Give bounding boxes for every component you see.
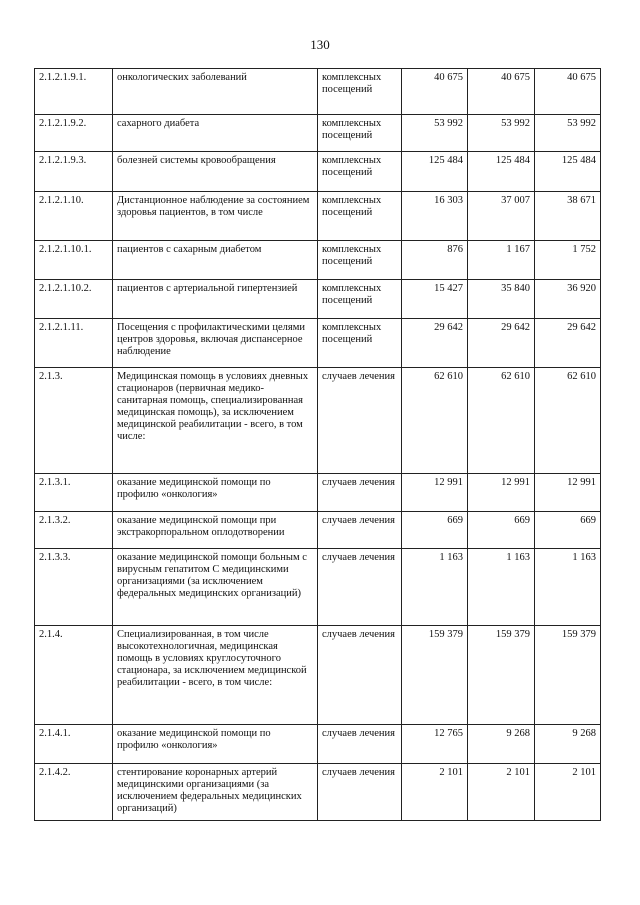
row-value-3: 40 675 <box>535 69 601 115</box>
row-value-3: 29 642 <box>535 319 601 368</box>
table-row <box>35 549 601 626</box>
row-value-2: 12 991 <box>468 474 535 512</box>
row-code: 2.1.2.1.10. <box>35 192 113 241</box>
row-value-2: 669 <box>468 512 535 549</box>
row-value-1: 62 610 <box>402 368 468 474</box>
row-unit: комплексных посещений <box>318 241 402 280</box>
row-code: 2.1.4. <box>35 626 113 725</box>
row-value-1: 2 101 <box>402 764 468 821</box>
row-code: 2.1.2.1.10.1. <box>35 241 113 280</box>
row-unit: комплексных посещений <box>318 115 402 152</box>
row-value-1: 12 765 <box>402 725 468 764</box>
row-code: 2.1.4.1. <box>35 725 113 764</box>
table-row <box>35 764 601 821</box>
row-value-1: 15 427 <box>402 280 468 319</box>
row-value-1: 1 163 <box>402 549 468 626</box>
row-code: 2.1.3. <box>35 368 113 474</box>
row-value-2: 159 379 <box>468 626 535 725</box>
row-value-3: 669 <box>535 512 601 549</box>
row-value-3: 125 484 <box>535 152 601 192</box>
table-row <box>35 241 601 280</box>
row-description: пациентов с артериальной гипертензией <box>113 280 318 319</box>
row-value-2: 37 007 <box>468 192 535 241</box>
row-unit: комплексных посещений <box>318 69 402 115</box>
table-row <box>35 152 601 192</box>
row-description: болезней системы кровообращения <box>113 152 318 192</box>
row-value-2: 62 610 <box>468 368 535 474</box>
row-code: 2.1.3.2. <box>35 512 113 549</box>
row-description: оказание медицинской помощи по профилю «онкология» <box>113 725 318 764</box>
table-row <box>35 280 601 319</box>
row-value-3: 2 101 <box>535 764 601 821</box>
row-value-1: 12 991 <box>402 474 468 512</box>
row-code: 2.1.4.2. <box>35 764 113 821</box>
row-unit: случаев лечения <box>318 512 402 549</box>
plan-table <box>34 68 601 821</box>
row-unit: комплексных посещений <box>318 192 402 241</box>
row-description: оказание медицинской помощи больным с вирусным гепатитом С медицинскими организациями (за исключением федеральных медицинских организаций) <box>113 549 318 626</box>
row-unit: случаев лечения <box>318 725 402 764</box>
row-value-1: 669 <box>402 512 468 549</box>
row-unit: комплексных посещений <box>318 280 402 319</box>
row-unit: случаев лечения <box>318 368 402 474</box>
row-description: Дистанционное наблюдение за состоянием здоровья пациентов, в том числе <box>113 192 318 241</box>
page-number: 130 <box>310 37 330 52</box>
table-row <box>35 192 601 241</box>
row-value-2: 1 167 <box>468 241 535 280</box>
row-code: 2.1.3.1. <box>35 474 113 512</box>
row-description: пациентов с сахарным диабетом <box>113 241 318 280</box>
table-row <box>35 474 601 512</box>
table-row <box>35 368 601 474</box>
row-value-1: 16 303 <box>402 192 468 241</box>
row-description: сахарного диабета <box>113 115 318 152</box>
row-value-1: 29 642 <box>402 319 468 368</box>
row-unit: комплексных посещений <box>318 319 402 368</box>
row-value-2: 53 992 <box>468 115 535 152</box>
row-value-1: 53 992 <box>402 115 468 152</box>
row-value-2: 2 101 <box>468 764 535 821</box>
row-description: Медицинская помощь в условиях дневных стационаров (первичная медико-санитарная помощь, специализированная медицинская помощь), за исключением медицинской реабилитации - всего, в том числе: <box>113 368 318 474</box>
row-value-1: 125 484 <box>402 152 468 192</box>
table-row <box>35 725 601 764</box>
row-description: оказание медицинской помощи по профилю «онкология» <box>113 474 318 512</box>
row-description: оказание медицинской помощи при экстракорпоральном оплодотворении <box>113 512 318 549</box>
row-value-3: 159 379 <box>535 626 601 725</box>
table-row <box>35 512 601 549</box>
row-value-2: 1 163 <box>468 549 535 626</box>
row-unit: случаев лечения <box>318 474 402 512</box>
row-value-3: 53 992 <box>535 115 601 152</box>
row-value-3: 1 752 <box>535 241 601 280</box>
row-description: онкологических заболеваний <box>113 69 318 115</box>
table-row <box>35 115 601 152</box>
row-description: Специализированная, в том числе высокотехнологичная, медицинская помощь в условиях круглосуточного стационара, за исключением медицинской реабилитации - всего, в том числе: <box>113 626 318 725</box>
row-value-1: 159 379 <box>402 626 468 725</box>
row-value-2: 35 840 <box>468 280 535 319</box>
row-description: стентирование коронарных артерий медицинскими организациями (за исключением федеральных медицинских организаций) <box>113 764 318 821</box>
row-value-1: 40 675 <box>402 69 468 115</box>
row-value-3: 12 991 <box>535 474 601 512</box>
row-description: Посещения с профилактическими целями центров здоровья, включая диспансерное наблюдение <box>113 319 318 368</box>
row-value-2: 125 484 <box>468 152 535 192</box>
row-value-3: 62 610 <box>535 368 601 474</box>
row-code: 2.1.3.3. <box>35 549 113 626</box>
row-value-2: 40 675 <box>468 69 535 115</box>
table-row <box>35 319 601 368</box>
table-row <box>35 69 601 115</box>
row-unit: случаев лечения <box>318 764 402 821</box>
row-unit: случаев лечения <box>318 549 402 626</box>
row-code: 2.1.2.1.11. <box>35 319 113 368</box>
row-value-2: 29 642 <box>468 319 535 368</box>
row-value-1: 876 <box>402 241 468 280</box>
row-unit: комплексных посещений <box>318 152 402 192</box>
row-code: 2.1.2.1.10.2. <box>35 280 113 319</box>
table-row <box>35 626 601 725</box>
row-value-3: 1 163 <box>535 549 601 626</box>
row-value-3: 38 671 <box>535 192 601 241</box>
row-code: 2.1.2.1.9.2. <box>35 115 113 152</box>
row-code: 2.1.2.1.9.3. <box>35 152 113 192</box>
row-code: 2.1.2.1.9.1. <box>35 69 113 115</box>
row-unit: случаев лечения <box>318 626 402 725</box>
row-value-2: 9 268 <box>468 725 535 764</box>
row-value-3: 36 920 <box>535 280 601 319</box>
row-value-3: 9 268 <box>535 725 601 764</box>
